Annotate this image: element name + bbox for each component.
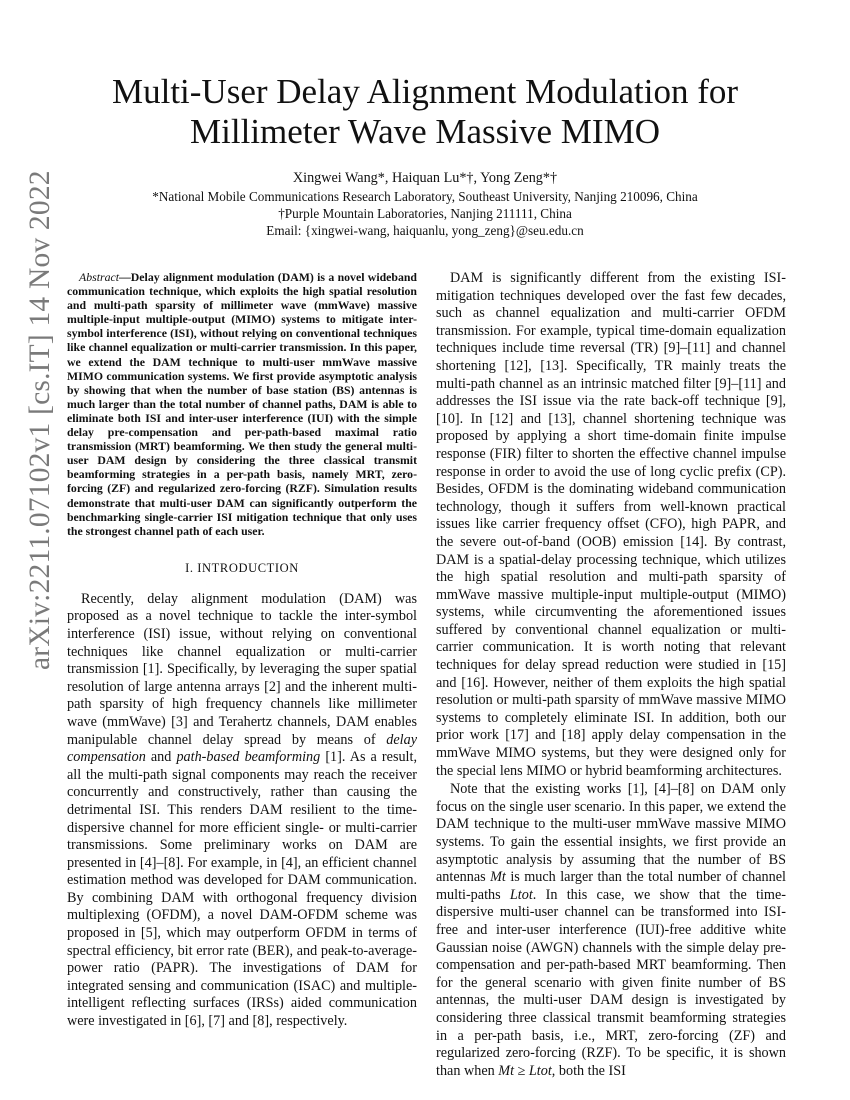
intro-paragraph-1 [67,591,417,1031]
intro-p1-text-c: [1]. As a result, all the multi-path signal components may reach the receiver concurrently and constructively, rather than causing the detrimental ISI. This renders DAM resilient to the time-dispersive channel for more efficient single- or multi-carrier transmissions. Some preliminary works on DAM are presented in [4]–[8]. For example, in [4], an efficient channel estimation method was developed for DAM communication. By combining DAM with orthogonal frequency division multiplexing (OFDM), a novel DAM-OFDM scheme was proposed in [5], which may outperform OFDM in terms of spectral efficiency, bit error rate (BER), and peak-to-average-power ratio (PAPR). The investigations of DAM for integrated sensing and communication (ISAC) and multiple-intelligent reflecting surfaces (IRSs) aided communication were investigated in [6], [7] and [8], respectively. [67,749,417,1030]
arxiv-identifier: arXiv:2211.07102v1 [cs.IT] 14 Nov 2022 [24,170,56,670]
abstract-text: —Delay alignment modulation (DAM) is a novel wideband communication technique, which exploits the high spatial resolution and multi-path sparsity of millimeter wave (mmWave) massive multiple-input multiple-output (MIMO) systems to mitigate inter-symbol interference (ISI), without relying on conventional techniques like channel equalization or multi-carrier transmission. In this paper, we extend the DAM technique to multi-user mmWave massive MIMO communication systems. We first provide asymptotic analysis by showing that when the number of base station (BS) antennas is much larger than the total number of channel paths, DAM is able to eliminate both ISI and inter-user interference (IUI) with the simple delay pre-compensation and per-path-based maximal ratio transmission (MRT) beamforming. We then study the general multi-user DAM design by considering the three classical transmit beamforming strategies in a per-path basis, namely MRT, zero-forcing (ZF) and regularized zero-forcing (RZF). Simulation results demonstrate that multi-user DAM can significantly outperform the benchmarking single-carrier ISI mitigation technique that only uses the strongest channel path of each user. [67,270,417,538]
math-inequality: Mt ≥ Ltot [498,1062,552,1079]
intro-paragraph-2: DAM is significantly different from the existing ISI-mitigation techniques developed over the fast few decades, such as channel equalization and multi-carrier OFDM transmission. For example, typical time-domain equalization techniques include time reversal (TR) [9]–[11] and channel shortening [12], [13]. Specifically, TR mainly treats the multi-path channel as an intrinsic matched filter [9]–[11] and addresses the ISI issue via the rate back-off technique [9], [10]. In [12] and [13], channel shortening technique was proposed by applying a short time-domain finite impulse response (FIR) filter to shorten the effective channel impulse response in order to avoid the use of long cyclic prefix (CP). Besides, OFDM is the dominating wideband communication technology, though it suffers from well-known practical issues like carrier frequency offset (CFO), high PAPR, and the severe out-of-band (OOB) emission [14]. By contrast, DAM is a spatial-delay processing technique, which utilizes the high spatial resolution and multi-path sparsity of mmWave massive multiple-input multiple-output (MIMO) systems, while circumventing the aforementioned issues suffered by conventional channel equalization or multi-carrier communication. It is worth noting that relevant techniques for delay spread reduction were studied in [15] and [16]. However, neither of them exploits the high spatial resolution or multi-path sparsity of mmWave massive MIMO systems to completely eliminate ISI. In addition, both our prior work [17] and [18] apply delay compensation in the mmWave MIMO systems, but they were designed only for the special lens MIMO or hybrid beamforming architectures. [436,270,786,779]
section-heading-introduction: I. INTRODUCTION [185,560,299,575]
intro-p1-emphasis-2: path-based beamforming [176,749,321,766]
title-line-1: Multi-User Delay Alignment Modulation for [111,72,739,111]
affiliation-2: †Purple Mountain Laboratories, Nanjing 211111, China [278,206,572,221]
intro-paragraph-3 [436,781,786,1080]
left-column [67,270,417,1031]
title-line-2: Millimeter Wave Massive MIMO [190,112,660,151]
math-ltot: Ltot [509,886,533,903]
intro-p3-text-b: is much larger than the total number of channel multi-paths [436,869,786,903]
math-mt: Mt [490,869,506,886]
paper-title [80,72,770,152]
affiliation-1: *National Mobile Communications Research Laboratory, Southeast University, Nanjing 210096, China [152,189,698,204]
author-list: Xingwei Wang*, Haiquan Lu*†, Yong Zeng*† [292,170,558,186]
intro-p1-emphasis-1: delay compensation [67,731,417,766]
intro-p3-text-d: , both the ISI [551,1062,626,1079]
abstract [67,270,417,538]
right-column [436,270,786,1080]
intro-p3-text-a: Note that the existing works [1], [4]–[8] on DAM only focus on the single user scenario. In this paper, we extend the DAM technique to the multi-user mmWave massive MIMO systems. To gain the essential insights, we first provide an asymptotic analysis by assuming that the number of BS antennas [436,781,786,886]
abstract-label: Abstract [79,270,119,284]
intro-p1-text-a: Recently, delay alignment modulation (DAM) was proposed as a novel technique to tackle the inter-symbol interference (ISI) issue, without relying on conventional techniques like channel equalization or multi-carrier transmission [1]. Specifically, by leveraging the super spatial resolution of large antenna arrays [2] and the inherent multi-path sparsity of high frequency channels like millimeter wave (mmWave) [3] and Terahertz channels, DAM enables manipulable channel delay spread by means of [67,590,417,748]
intro-p3-text-c: . In this case, we show that the time-dispersive multi-user channel can be transformed into ISI-free and inter-user interference (IUI)-free additive white Gaussian noise (AWGN) channels with the simple delay pre-compensation and per-path-based MRT beamforming. Then for the general scenario with given finite number of BS antennas, the multi-user DAM design is investigated by considering three classical transmit beamforming strategies in a per-path basis, i.e., MRT, zero-forcing (ZF) and regularized zero-forcing (RZF). To be specific, it is shown than when [436,886,786,1079]
email-line: Email: {xingwei-wang, haiquanlu, yong_zeng}@seu.edu.cn [266,223,584,238]
intro-p1-text-b: and [145,749,177,766]
